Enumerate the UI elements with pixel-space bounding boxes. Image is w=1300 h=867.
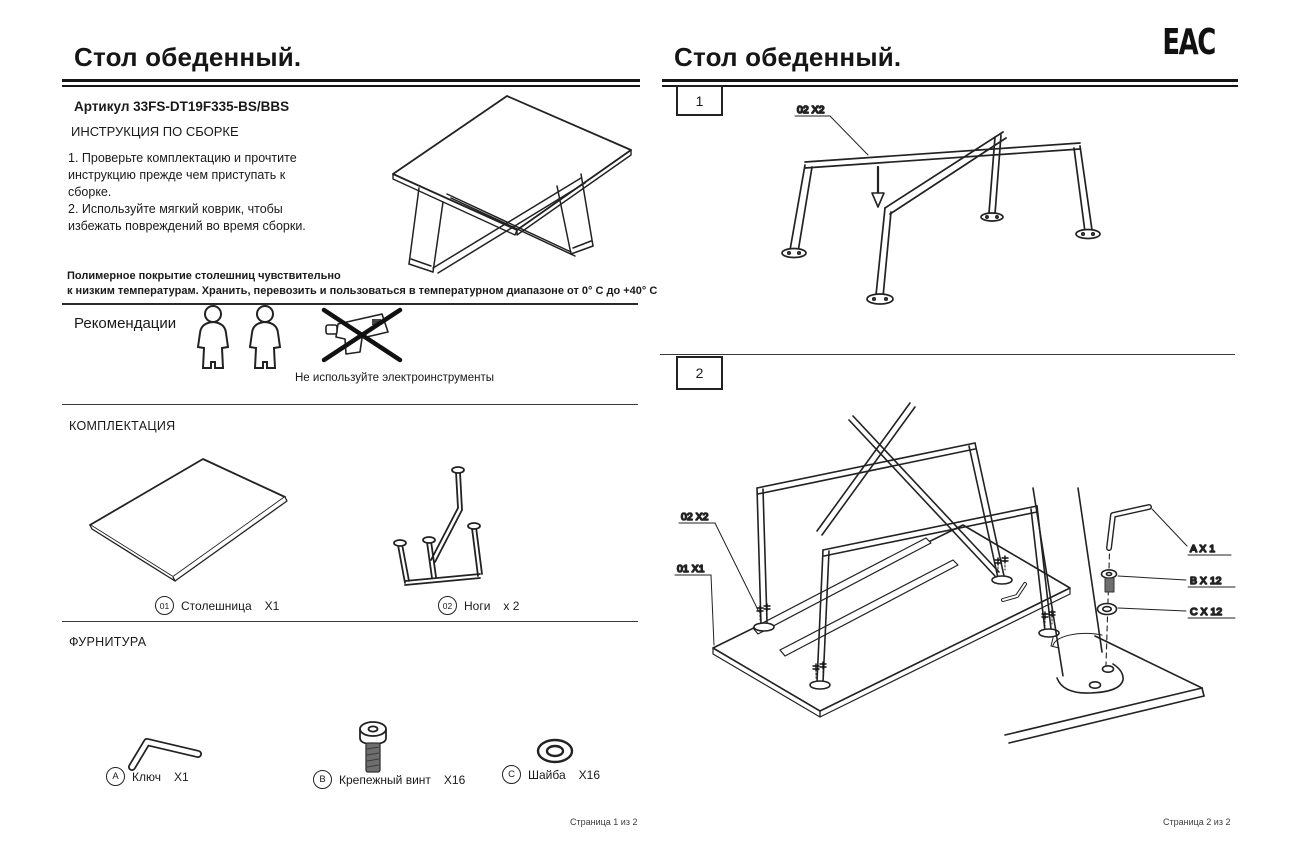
instruction-line: избежать повреждений во время сборки. bbox=[68, 219, 306, 233]
step-1-number: 1 bbox=[695, 92, 704, 109]
step1-callout-legs: 02 X2 bbox=[797, 104, 825, 116]
step-divider bbox=[660, 354, 1235, 355]
part-label-tabletop bbox=[155, 596, 279, 615]
page2-title: Стол обеденный. bbox=[674, 42, 902, 72]
part-label-legs bbox=[438, 596, 519, 615]
page1-title: Стол обеденный. bbox=[74, 42, 302, 72]
hardware-qty: X1 bbox=[173, 769, 189, 784]
divider bbox=[62, 621, 638, 622]
page1-title-rule bbox=[62, 79, 640, 87]
eac-mark: EAC bbox=[1162, 22, 1215, 63]
assembly-instruction-subtitle: ИНСТРУКЦИЯ ПО СБОРКЕ bbox=[71, 124, 239, 139]
hardware-name: Шайба bbox=[528, 767, 566, 782]
part-qty: X1 bbox=[264, 598, 280, 613]
tabletop-drawing bbox=[85, 453, 291, 587]
article-number: Артикул 33FS-DT19F335-BS/BBS bbox=[74, 99, 290, 114]
hardware-letter-badge: A bbox=[106, 767, 125, 786]
hardware-qty: X16 bbox=[578, 767, 601, 782]
bolt-drawing bbox=[352, 718, 394, 776]
hardware-qty: X16 bbox=[443, 772, 466, 787]
instruction-line: 1. Проверьте комплектацию и прочтите bbox=[68, 151, 297, 165]
step2-callout-washer: C X 12 bbox=[1190, 606, 1223, 618]
page2-title-rule bbox=[662, 79, 1238, 87]
instruction-list bbox=[68, 150, 306, 235]
step-1-diagram bbox=[735, 95, 1215, 345]
hardware-letter-badge: B bbox=[313, 770, 332, 789]
person-icon bbox=[250, 306, 280, 368]
divider bbox=[62, 404, 638, 405]
step2-callout-tabletop: 01 X1 bbox=[677, 563, 705, 575]
temperature-warning: Полимерное покрытие столешниц чувствительно к низким температурам. Хранить, перевозить и пользоваться в температурном диапазоне от 0° С до +40° С bbox=[67, 270, 658, 297]
recommendations-title: Рекомендации bbox=[74, 315, 177, 332]
hardware-label-bolt bbox=[313, 770, 465, 789]
washer-drawing bbox=[532, 736, 578, 766]
page2-footer: Страница 2 из 2 bbox=[1163, 817, 1231, 827]
hardware-section-title: ФУРНИТУРА bbox=[69, 635, 147, 649]
hardware-name: Крепежный винт bbox=[339, 772, 431, 787]
step2-callout-key: A X 1 bbox=[1190, 543, 1216, 555]
hardware-letter-badge: C bbox=[502, 765, 521, 784]
person-icon bbox=[198, 306, 228, 368]
no-power-tools-icon bbox=[316, 304, 408, 368]
part-number-badge: 01 bbox=[155, 596, 174, 615]
part-number-badge: 02 bbox=[438, 596, 457, 615]
hardware-label-washer bbox=[502, 765, 600, 784]
page1-footer: Страница 1 из 2 bbox=[570, 817, 638, 827]
part-name: Ноги bbox=[464, 598, 491, 613]
step-2-diagram bbox=[665, 388, 1237, 818]
instruction-line: инструкцию прежде чем приступать к bbox=[68, 168, 286, 182]
hardware-label-key bbox=[106, 767, 189, 786]
step-2-number: 2 bbox=[695, 365, 704, 381]
no-power-tools-caption: Не используйте электроинструменты bbox=[295, 372, 494, 384]
assembled-table-drawing bbox=[385, 88, 643, 280]
step2-callout-legs: 02 X2 bbox=[681, 511, 709, 523]
step-2-box bbox=[676, 356, 723, 390]
step-1-box bbox=[676, 85, 723, 116]
part-qty: x 2 bbox=[503, 598, 520, 613]
step2-callout-bolt: B X 12 bbox=[1190, 575, 1222, 587]
hardware-name: Ключ bbox=[132, 769, 161, 784]
instruction-line: сборке. bbox=[68, 185, 112, 199]
part-name: Столешница bbox=[181, 598, 252, 613]
contents-section-title: КОМПЛЕКТАЦИЯ bbox=[69, 419, 176, 433]
instruction-line: 2. Используйте мягкий коврик, чтобы bbox=[68, 202, 283, 216]
two-person-icon bbox=[190, 305, 290, 373]
legs-drawing bbox=[390, 460, 505, 590]
